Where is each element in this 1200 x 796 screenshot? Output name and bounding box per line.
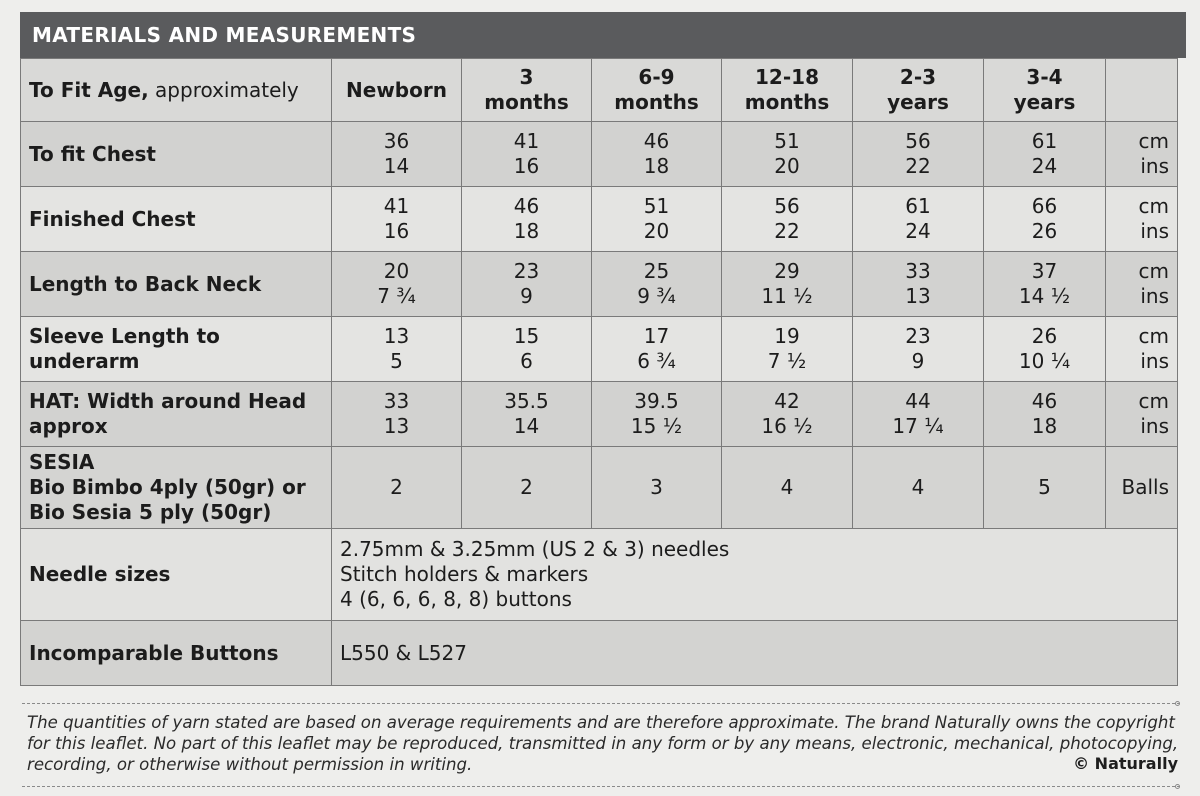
row-chest — [21, 122, 1178, 187]
unit-ins: ins — [1140, 154, 1169, 178]
value-cm: 39.5 — [634, 389, 679, 413]
value-cm: 51 — [643, 194, 670, 218]
row-label-line1: HAT: Width around Head — [29, 389, 307, 413]
age-col-newborn — [332, 59, 462, 122]
row-hat-width — [21, 382, 1178, 447]
value-cm: 26 — [1031, 324, 1058, 348]
value-ins: 17 ¼ — [892, 414, 944, 438]
value-cm: 25 — [643, 259, 670, 283]
value-ins: 14 — [383, 154, 410, 178]
buttons-label: Incomparable Buttons — [21, 621, 332, 686]
yarn-value: 3 — [592, 447, 722, 529]
value-ins: 20 — [643, 219, 670, 243]
row-finished-chest — [21, 187, 1178, 252]
age-col-3-4y — [984, 59, 1106, 122]
value-cm: 42 — [774, 389, 800, 413]
age-col-6-9m — [592, 59, 722, 122]
yarn-unit: Balls — [1106, 447, 1178, 529]
buttons-value: L550 & L527 — [332, 621, 1178, 686]
value-cell — [853, 252, 984, 317]
value-cell — [592, 122, 722, 187]
unit-cm: cm — [1138, 194, 1169, 218]
unit-cell — [1106, 187, 1178, 252]
value-cell — [984, 122, 1106, 187]
value-cell — [332, 252, 462, 317]
row-label-line2: underarm — [29, 349, 140, 373]
needles-line: 2.75mm & 3.25mm (US 2 & 3) needles — [340, 537, 730, 561]
row-label-line1: To fit Chest — [29, 141, 156, 166]
unit-cell — [1106, 317, 1178, 382]
divider-end-dot — [1175, 701, 1180, 706]
value-cm: 33 — [905, 259, 931, 283]
value-ins: 15 ½ — [630, 414, 683, 438]
unit-cm: cm — [1138, 389, 1169, 413]
section-title: MATERIALS AND MEASUREMENTS — [32, 23, 417, 47]
row-length-back-neck — [21, 252, 1178, 317]
value-cell — [722, 382, 853, 447]
value-cell — [722, 252, 853, 317]
row-label-line1: Length to Back Neck — [29, 271, 262, 296]
value-ins: 24 — [1031, 154, 1058, 178]
unit-ins: ins — [1140, 414, 1169, 438]
value-ins: 11 ½ — [761, 284, 813, 308]
unit-cm: cm — [1138, 259, 1169, 283]
value-cm: 37 — [1031, 259, 1058, 283]
row-buttons — [21, 621, 1178, 686]
age-col-line1: 3-4 — [1026, 65, 1063, 89]
row-label — [21, 252, 332, 317]
value-cell — [853, 187, 984, 252]
value-cell — [853, 122, 984, 187]
yarn-line3: Bio Sesia 5 ply (50gr) — [29, 500, 272, 524]
age-col-12-18m — [722, 59, 853, 122]
age-row — [21, 59, 1178, 122]
value-ins: 22 — [905, 154, 931, 178]
value-cm: 23 — [905, 324, 931, 348]
value-ins: 26 — [1031, 219, 1058, 243]
value-ins: 16 — [383, 219, 410, 243]
value-ins: 16 — [513, 154, 540, 178]
age-label-bold: To Fit Age, — [29, 77, 149, 102]
yarn-label — [21, 447, 332, 529]
age-col-3m — [462, 59, 592, 122]
value-ins: 10 ¼ — [1018, 349, 1071, 373]
value-cm: 46 — [643, 129, 670, 153]
value-cell — [332, 122, 462, 187]
unit-ins: ins — [1140, 284, 1169, 308]
row-yarn — [21, 447, 1178, 529]
value-cell — [462, 252, 592, 317]
value-cm: 66 — [1031, 194, 1058, 218]
value-cell — [462, 382, 592, 447]
value-cell — [853, 317, 984, 382]
value-ins: 9 ¾ — [637, 284, 676, 308]
age-label-normal: approximately — [148, 77, 299, 102]
value-cm: 46 — [513, 194, 540, 218]
value-ins: 6 — [520, 349, 533, 373]
unit-cm: cm — [1138, 324, 1169, 348]
value-cm: 13 — [383, 324, 410, 348]
value-ins: 9 — [911, 349, 925, 373]
value-cell — [592, 252, 722, 317]
value-cm: 44 — [905, 389, 931, 413]
value-cm: 41 — [513, 129, 540, 153]
row-label — [21, 382, 332, 447]
age-col-line1: Newborn — [346, 77, 447, 102]
value-cm: 19 — [774, 324, 800, 348]
value-cm: 15 — [513, 324, 540, 348]
unit-header-cell — [1106, 59, 1178, 122]
yarn-value: 5 — [984, 447, 1106, 529]
unit-cell — [1106, 122, 1178, 187]
unit-cell — [1106, 252, 1178, 317]
value-ins: 18 — [1031, 414, 1058, 438]
value-cm: 17 — [643, 324, 670, 348]
value-ins: 14 — [513, 414, 540, 438]
value-cm: 61 — [905, 194, 931, 218]
value-ins: 9 — [520, 284, 533, 308]
value-cell — [462, 317, 592, 382]
unit-cm: cm — [1138, 129, 1169, 153]
value-cell — [722, 187, 853, 252]
age-col-line1: 12-18 — [755, 65, 819, 89]
row-label-line1: Finished Chest — [29, 206, 196, 231]
age-col-line2: months — [614, 90, 699, 114]
value-cm: 56 — [774, 194, 800, 218]
value-ins: 14 ½ — [1018, 284, 1071, 308]
yarn-brand: SESIA — [29, 450, 95, 474]
yarn-line2: Bio Bimbo 4ply (50gr) or — [29, 475, 306, 499]
value-cell — [984, 317, 1106, 382]
age-label — [21, 59, 332, 122]
needles-line: 4 (6, 6, 6, 8, 8) buttons — [340, 587, 572, 611]
age-col-line1: 6-9 — [638, 65, 675, 89]
yarn-value: 4 — [853, 447, 984, 529]
row-label — [21, 187, 332, 252]
value-ins: 13 — [905, 284, 931, 308]
value-cm: 36 — [383, 129, 410, 153]
value-cell — [984, 252, 1106, 317]
value-cm: 51 — [774, 129, 800, 153]
yarn-value: 2 — [462, 447, 592, 529]
value-cm: 29 — [774, 259, 800, 283]
value-cell — [462, 187, 592, 252]
age-col-line2: months — [484, 90, 569, 114]
value-cell — [853, 382, 984, 447]
value-ins: 6 ¾ — [637, 349, 676, 373]
value-ins: 18 — [643, 154, 670, 178]
age-col-line2: months — [744, 90, 830, 114]
footer-divider-top — [22, 703, 1180, 704]
section-header — [20, 12, 1186, 58]
row-sleeve-length — [21, 317, 1178, 382]
value-ins: 13 — [383, 414, 410, 438]
row-needles — [21, 529, 1178, 621]
value-cm: 35.5 — [504, 389, 549, 413]
unit-ins: ins — [1140, 219, 1169, 243]
unit-cell — [1106, 382, 1178, 447]
yarn-value: 2 — [332, 447, 462, 529]
value-ins: 7 ½ — [767, 349, 807, 373]
value-ins: 24 — [905, 219, 931, 243]
value-cm: 61 — [1031, 129, 1058, 153]
value-cm: 41 — [383, 194, 410, 218]
value-cell — [984, 382, 1106, 447]
copyright-mark: © Naturally — [1073, 754, 1178, 773]
age-col-line2: years — [1013, 90, 1076, 114]
measurements-table — [20, 58, 1178, 686]
age-col-line1: 3 — [519, 65, 534, 89]
row-label-line2: approx — [29, 414, 108, 438]
footer-divider-bottom — [22, 786, 1180, 787]
copyright-disclaimer: The quantities of yarn stated are based on average requirements and are therefore approximate. The brand Naturally owns the copyright for this leaflet. No part of this leaflet may be reproduced, transmitted in any form or by any means, electronic, mechanical, photocopying, recording, or otherwise without permission in writing. — [27, 713, 1179, 774]
row-label-line1: Sleeve Length to — [29, 324, 220, 348]
value-cm: 46 — [1031, 389, 1058, 413]
value-cell — [592, 382, 722, 447]
row-label — [21, 122, 332, 187]
value-cell — [332, 187, 462, 252]
value-cell — [592, 187, 722, 252]
value-cm: 20 — [383, 259, 410, 283]
value-cell — [984, 187, 1106, 252]
needles-info — [332, 529, 1178, 621]
value-ins: 16 ½ — [761, 414, 813, 438]
age-col-line1: 2-3 — [899, 65, 937, 89]
age-col-2-3y — [853, 59, 984, 122]
value-ins: 7 ¾ — [377, 284, 416, 308]
value-cell — [592, 317, 722, 382]
value-cell — [332, 317, 462, 382]
unit-ins: ins — [1140, 349, 1169, 373]
value-ins: 18 — [513, 219, 540, 243]
divider-end-dot — [1175, 784, 1180, 789]
value-ins: 22 — [774, 219, 800, 243]
value-cm: 56 — [905, 129, 931, 153]
value-ins: 20 — [774, 154, 800, 178]
value-cell — [332, 382, 462, 447]
yarn-value: 4 — [722, 447, 853, 529]
age-col-line2: years — [887, 90, 949, 114]
value-cm: 23 — [513, 259, 540, 283]
needles-line: Stitch holders & markers — [340, 562, 589, 586]
needles-label: Needle sizes — [21, 529, 332, 621]
value-ins: 5 — [390, 349, 403, 373]
value-cell — [722, 317, 853, 382]
value-cell — [722, 122, 853, 187]
value-cm: 33 — [383, 389, 410, 413]
value-cell — [462, 122, 592, 187]
row-label — [21, 317, 332, 382]
